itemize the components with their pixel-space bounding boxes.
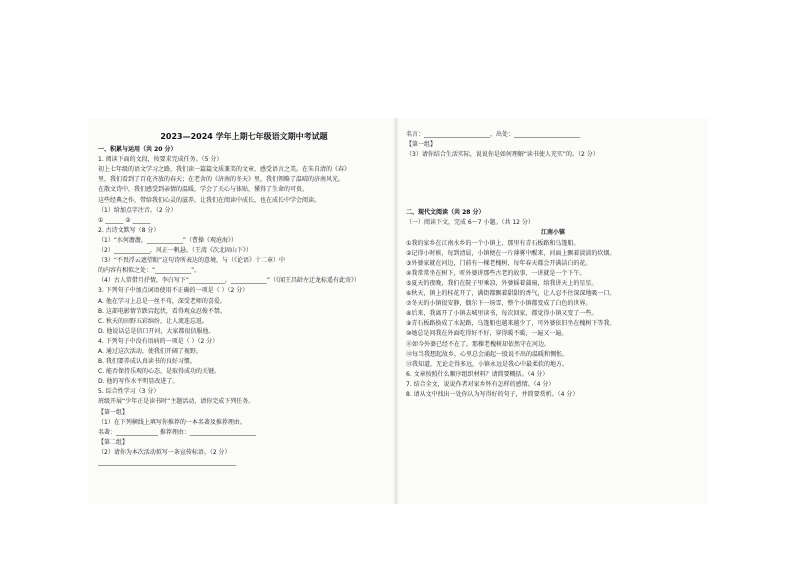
text-line: 初上七年级的语文学习之路，我们读一篇篇文质兼美的文章，感受语言之美。在朱自清的《春》 — [98, 166, 351, 174]
left-column — [98, 118, 390, 504]
text-line: ⑤夏天的夜晚，我们在院子里乘凉，外婆摇着蒲扇，给我讲天上的星星。 — [406, 279, 598, 287]
text-line: 7. 结合全文，说说作者对家乡怀有怎样的感情。（4 分） — [406, 380, 555, 388]
text-line: ⑥秋天，镇上的桂花开了，满街都飘着甜甜的香气，让人忍不住深深地吸一口。 — [406, 290, 616, 298]
text-line: ⑩她总是问我在外面吃得好不好，穿得暖不暖，一遍又一遍。 — [406, 330, 568, 338]
text-line: 班级开展“少年正是读书时”主题活动，请你完成下列任务。 — [98, 398, 255, 406]
text-line: 2. 古诗文默写（8 分） — [98, 226, 160, 234]
text-line: 5. 综合性学习（3 分） — [98, 388, 160, 396]
text-line: 【第一组】 — [406, 141, 437, 149]
exam-title: 2023—2024 学年上期七年级语文期中考试题 — [160, 132, 328, 141]
text-line: 里，我们看到了百花齐放的春天；在老舍的《济南的冬天》里，我们领略了温晴的济南风光。 — [98, 176, 345, 184]
text-line: 8. 请从文中找出一处你认为写得好的句子，并简要赏析。（4 分） — [406, 390, 579, 398]
text-line: ______________________________________________ — [98, 459, 236, 466]
text-line: （3）请你结合生活实际，说说你是如何理解“读书使人充实”的。（2 分） — [406, 151, 599, 159]
section-heading: 二、现代文阅读（共 28 分） — [406, 209, 485, 217]
text-line: 名著：______________ 推荐理由：______________________ — [98, 428, 256, 436]
text-line: （4）古人常借月抒情，李白写下“____________，____________”（《闻王昌龄左迁龙标遥有此寄》） — [98, 277, 361, 285]
text-line: 1. 阅读下面的文段，按要求完成任务。（5 分） — [98, 156, 223, 164]
text-line: （3）“不畏浮云遮望眼”这句诗所表达的意境，与（《论语》十二章）中 — [98, 257, 286, 265]
text-line: ①我的家乡在江南水乡的一个小镇上，那里有青石板路和乌篷船。 — [406, 239, 580, 247]
text-line: （一）阅读下文，完成 6～7 小题。（共 12 分） — [406, 219, 534, 227]
text-line: ① ______ ② ______ — [98, 216, 151, 224]
text-line: ⑨青石板路换成了水泥路，乌篷船也越来越少了，可外婆依旧坐在槐树下等我。 — [406, 320, 616, 328]
text-line: ⑬我知道，无论走得多远，小镇永远是我心中最柔软的地方。 — [406, 360, 569, 368]
story-title: 江南小镇 — [540, 229, 565, 237]
text-line: 6. 文章按照什么顺序组织材料？请简要概括。（4 分） — [406, 370, 549, 378]
text-line: 的内容有相似之处：“____________”。 — [98, 267, 201, 275]
text-line: D. 他的写作水平明显改进了。 — [98, 378, 179, 386]
text-line: （1）给加点字注音。（2 分） — [98, 206, 177, 214]
text-line: ④我常常坐在树下，听外婆讲那些古老的故事，一讲就是一个下午。 — [406, 269, 586, 277]
text-line: ②记得小时候，每到清晨，小镇便在一片薄雾中醒来，河面上飘着淡淡的炊烟。 — [406, 249, 616, 257]
text-line: A. 他在学习上总是一丝不苟，深受老师的喜爱。 — [98, 297, 226, 305]
text-line: B. 我们要养成认真读书的良好习惯。 — [98, 358, 196, 366]
text-line: 4. 下列句子中没有语病的一项是（ ）（2 分） — [98, 337, 219, 345]
text-line: D. 他说话总是信口开河，大家都很信服他。 — [98, 327, 215, 335]
text-line: 一、积累与运用（共 20 分） — [98, 146, 177, 154]
text-line: （2）请你为本次活动拟写一条宣传标语。（2 分） — [98, 448, 231, 456]
text-line: ③外婆家就在河边，门前有一棵老槐树，每年春天都会开满洁白的花。 — [406, 259, 592, 267]
text-line: （1）在下列横线上填写你推荐的一本名著及推荐理由。 — [98, 418, 246, 426]
text-line: ⑧后来，我离开了小镇去城里读书，每次回家，都觉得小镇又变了一些。 — [406, 310, 598, 318]
text-line: B. 这部电影情节跌宕起伏，看得观众忍俊不禁。 — [98, 307, 226, 315]
text-line: C. 秋天的田野五彩缤纷，让人流连忘返。 — [98, 317, 209, 325]
right-column — [406, 118, 700, 504]
text-line: 3. 下列句子中加点词语使用不正确的一项是（ ）（2 分） — [98, 287, 249, 295]
text-line: 【第二组】 — [98, 438, 129, 446]
text-line: ⑦冬天的小镇很安静，偶尔下一场雪，整个小镇都变成了白色的世界。 — [406, 300, 592, 308]
text-line: ⑪如今外婆已经不在了，那棵老槐树却依然守在河边。 — [406, 340, 551, 348]
text-line: 这些经典之作，带给我们心灵的滋养，让我们在阅读中成长，也在成长中学会阅读。 — [98, 196, 321, 204]
text-line: A. 通过这次活动，使我们开阔了视野。 — [98, 347, 202, 355]
exam-paper — [88, 118, 708, 504]
text-line: （2）____________，风正一帆悬。（王湾《次北固山下》） — [98, 247, 252, 255]
text-line: ⑫每当我想起故乡，心里总会涌起一股说不出的温暖和惆怅。 — [406, 350, 569, 358]
text-line: 名言：______________________，出处：______________________ — [406, 131, 581, 138]
text-line: 【第一组】 — [98, 408, 129, 416]
text-line: C. 能否保持乐观的心态，是取得成功的关键。 — [98, 368, 221, 376]
page-fold — [394, 118, 398, 504]
text-line: （1）“水何澹澹，____________”（曹操《观沧海》） — [98, 236, 238, 244]
text-line: 在散文诗中，我们感受到亲情的温暖，学会了关心与体贴，懂得了生命的可贵。 — [98, 186, 309, 194]
